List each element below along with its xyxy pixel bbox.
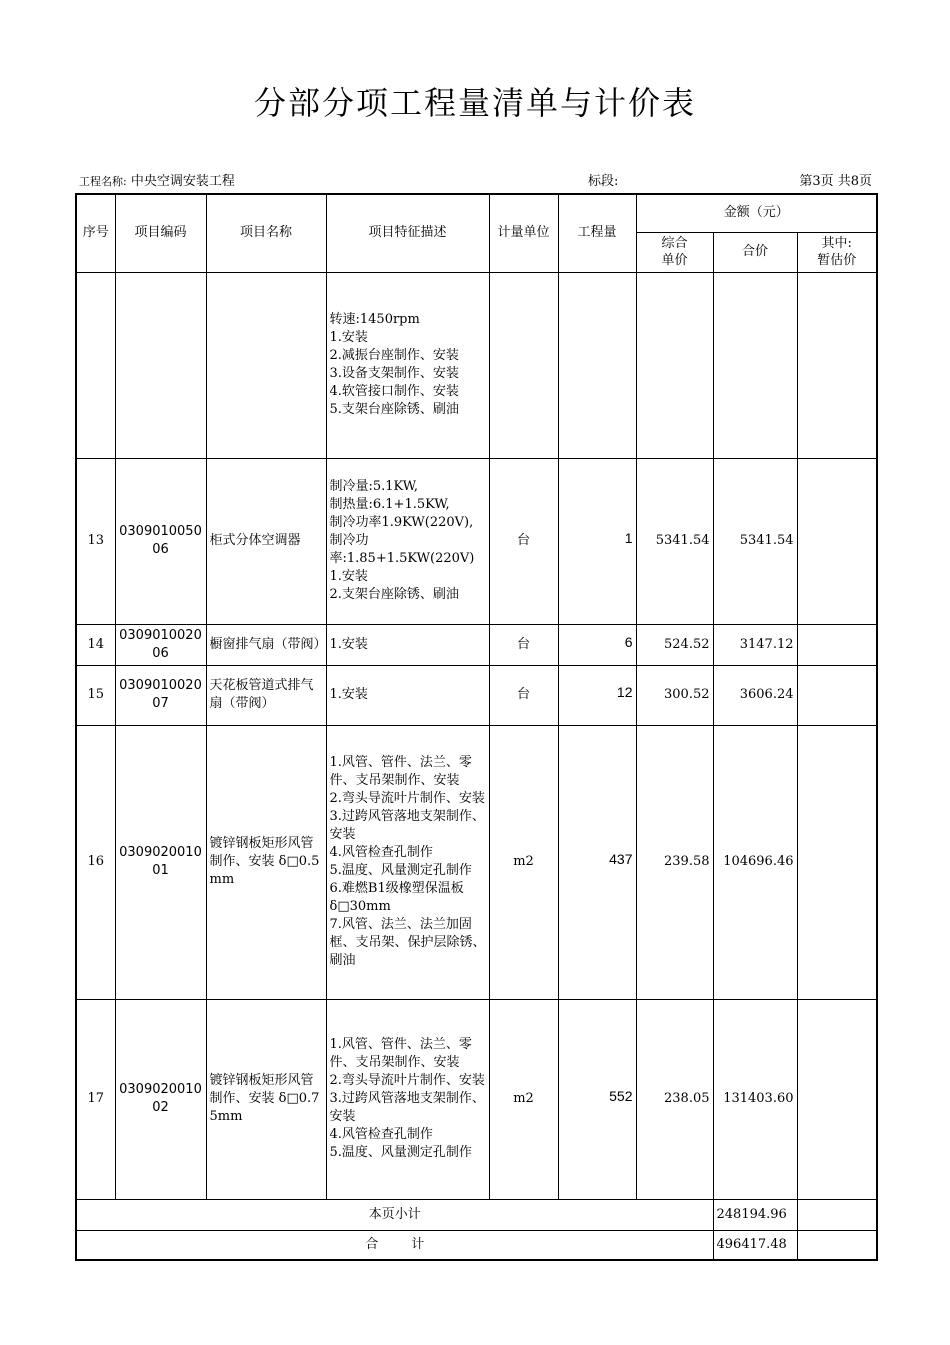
header-temp-price: 其中: 暂估价: [797, 232, 877, 272]
row-unit: [489, 272, 558, 458]
table-row: [76, 272, 877, 458]
row-desc: 1.风管、管件、法兰、零件、支吊架制作、安装 2.弯头导流叶片制作、安装 3.过跨风管落地支架制作、安装 4.风管检查孔制作 5.温度、风量测定孔制作: [326, 999, 489, 1199]
row-seq: 15: [76, 665, 115, 725]
row-qty-value: 1: [624, 530, 633, 546]
row-qty: [558, 458, 636, 624]
table-row: [76, 999, 877, 1199]
row-temp: [797, 665, 877, 725]
row-temp: [797, 272, 877, 458]
row-total: 3147.12: [713, 624, 797, 665]
header-desc: 项目特征描述: [326, 194, 489, 272]
row-unit-price: 239.58: [636, 725, 713, 999]
row-seq: [76, 272, 115, 458]
row-seq: 13: [76, 458, 115, 624]
page-title: 分部分项工程量清单与计价表: [253, 84, 696, 122]
row-name: 镀锌钢板矩形风管制作、安装 δ□0.75mm: [206, 999, 326, 1199]
row-unit: 台: [489, 458, 558, 624]
section-label: 标段:: [588, 174, 619, 189]
row-qty-value: 12: [616, 684, 633, 700]
page-info: 第3页 共8页: [799, 174, 872, 189]
row-name: 橱窗排气扇（带阀）: [206, 624, 326, 665]
row-total: 131403.60: [713, 999, 797, 1199]
grand-total-label: 合 计: [76, 1230, 713, 1260]
row-code: 030901002006: [115, 624, 206, 665]
row-name: 柜式分体空调器: [206, 458, 326, 624]
subtotal-row: [76, 1199, 877, 1230]
header-name: 项目名称: [206, 194, 326, 272]
row-desc: 1.安装: [326, 624, 489, 665]
row-desc: 制冷量:5.1KW, 制热量:6.1+1.5KW, 制冷功率1.9KW(220V), 制冷功 率:1.85+1.5KW(220V) 1.安装 2.支架台座除锈、刷油: [326, 458, 489, 624]
row-unit: 台: [489, 665, 558, 725]
header-qty: 工程量: [558, 194, 636, 272]
row-code: 030902001001: [115, 725, 206, 999]
row-name: [206, 272, 326, 458]
row-qty-value: 437: [609, 851, 633, 867]
row-unit: m2: [489, 725, 558, 999]
row-qty-value: 6: [624, 633, 633, 650]
row-unit: 台: [489, 624, 558, 665]
row-temp: [797, 999, 877, 1199]
row-temp: [797, 725, 877, 999]
subtotal-value: 248194.96: [713, 1199, 797, 1230]
row-unit-price: 300.52: [636, 665, 713, 725]
row-code: 030901005006: [115, 458, 206, 624]
row-name: 镀锌钢板矩形风管制作、安装 δ□0.5mm: [206, 725, 326, 999]
row-desc: 1.安装: [326, 665, 489, 725]
grand-total-row: [76, 1230, 877, 1260]
row-temp: [797, 624, 877, 665]
subtotal-label: 本页小计: [76, 1199, 713, 1230]
row-qty-value: 552: [609, 1088, 633, 1104]
row-seq: 16: [76, 725, 115, 999]
row-temp: [797, 458, 877, 624]
header-unit: 计量单位: [489, 194, 558, 272]
grand-total-temp: [797, 1230, 877, 1260]
row-unit-price: 5341.54: [636, 458, 713, 624]
row-code: 030902001002: [115, 999, 206, 1199]
bill-of-quantities-table: [75, 193, 878, 1261]
row-desc: 1.风管、管件、法兰、零件、支吊架制作、安装 2.弯头导流叶片制作、安装 3.过跨风管落地支架制作、安装 4.风管检查孔制作 5.温度、风量测定孔制作 6.难燃B1级橡塑保温板δ□30mm 7.风管、法兰、法兰加固框、支吊架、保护层除锈、刷油: [326, 725, 489, 999]
project-name-line: [79, 170, 235, 189]
row-qty: [558, 624, 636, 665]
row-code: 030901002007: [115, 665, 206, 725]
row-qty: [558, 999, 636, 1199]
row-total: 3606.24: [713, 665, 797, 725]
project-name-label: 工程名称:: [79, 175, 127, 188]
row-unit-price: [636, 272, 713, 458]
project-name-value: 中央空调安装工程: [130, 174, 235, 189]
row-unit: m2: [489, 999, 558, 1199]
header-row-1: [76, 194, 877, 232]
row-qty: [558, 725, 636, 999]
header-total: 合价: [713, 232, 797, 272]
row-seq: 17: [76, 999, 115, 1199]
row-total: 5341.54: [713, 458, 797, 624]
row-qty: [558, 665, 636, 725]
row-seq: 14: [76, 624, 115, 665]
row-unit-price: 238.05: [636, 999, 713, 1199]
table-row: [76, 458, 877, 624]
header-unit-price: 综合 单价: [636, 232, 713, 272]
table-row: [76, 725, 877, 999]
row-total: [713, 272, 797, 458]
row-unit-price: 524.52: [636, 624, 713, 665]
table-row: [76, 665, 877, 725]
header-amount: 金额（元）: [636, 194, 877, 232]
row-code: [115, 272, 206, 458]
subtotal-temp: [797, 1199, 877, 1230]
grand-total-value: 496417.48: [713, 1230, 797, 1260]
row-total: 104696.46: [713, 725, 797, 999]
table-row: [76, 624, 877, 665]
row-name: 天花板管道式排气扇（带阀）: [206, 665, 326, 725]
header-code: 项目编码: [115, 194, 206, 272]
row-qty: [558, 272, 636, 458]
header-seq: 序号: [76, 194, 115, 272]
row-desc: 转速:1450rpm 1.安装 2.减振台座制作、安装 3.设备支架制作、安装 4.软管接口制作、安装 5.支架台座除锈、刷油: [326, 272, 489, 458]
